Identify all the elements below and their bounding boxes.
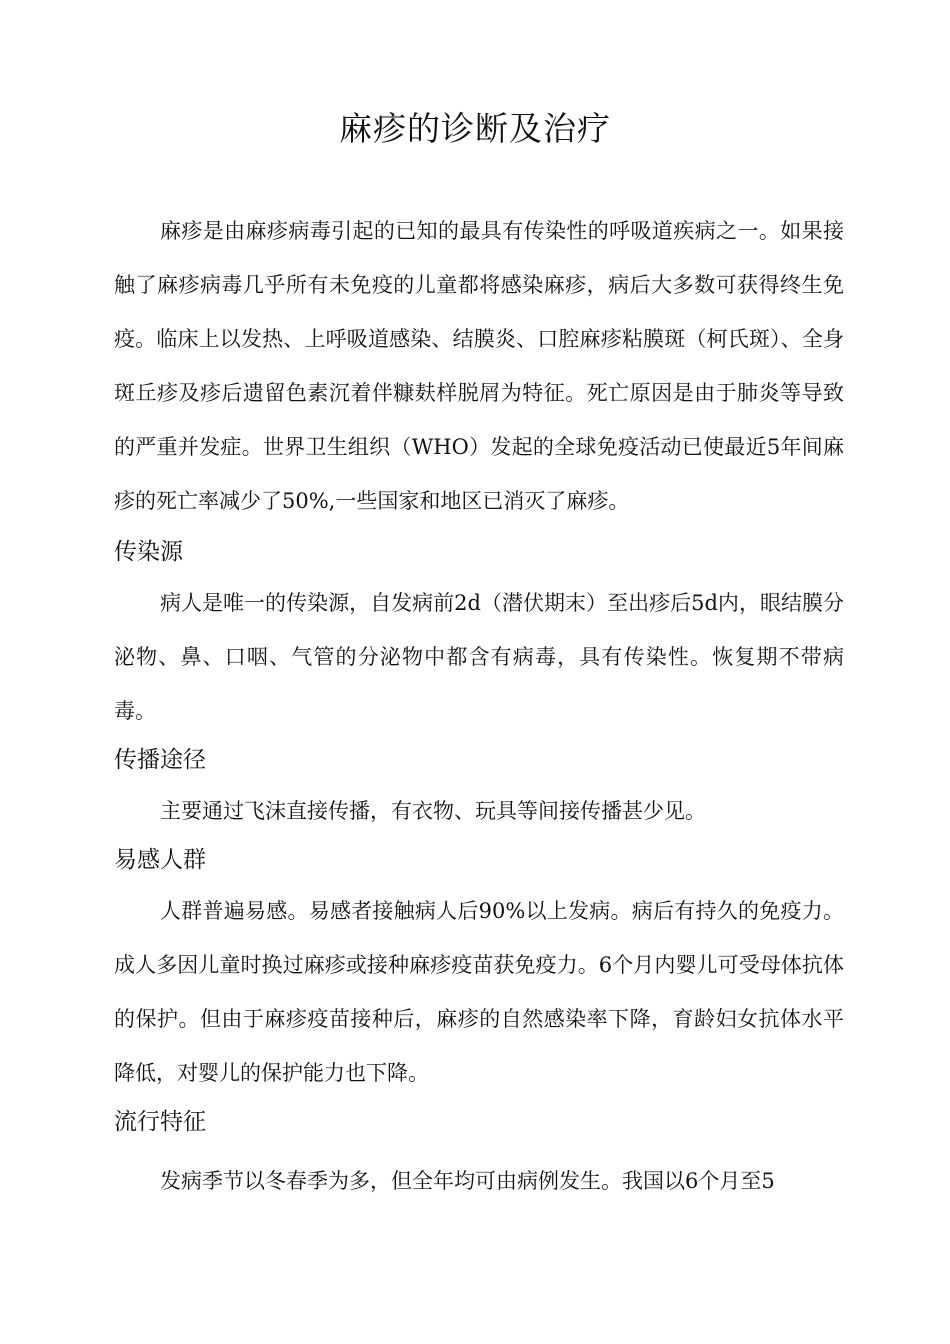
intro-paragraph: 麻疹是由麻疹病毒引起的已知的最具有传染性的呼吸道疾病之一。如果接触了麻疹病毒几乎所有未免疫的儿童都将感染麻疹，病后大多数可获得终生免疫。临床上以发热、上呼吸道感染、结膜炎、口腔麻疹粘膜斑（柯氏斑）、全身斑丘疹及疹后遗留色素沉着伴糠麸样脱屑为特征。死亡原因是由于肺炎等导致的严重并发症。世界卫生组织（WHO）发起的全球免疫活动已使最近5年间麻疹的死亡率减少了50%,一些国家和地区已消灭了麻疹。 [114,219,844,513]
section-heading-epidemic-features: 流行特征 [114,1109,206,1135]
section-heading-susceptible-population: 易感人群 [114,847,206,873]
section-paragraph-transmission-route: 主要通过飞沫直接传播，有衣物、玩具等间接传播甚少见。 [160,799,706,823]
section-paragraph-susceptible-population: 人群普遍易感。易感者接触病人后90%以上发病。病后有持久的免疫力。成人多因儿童时换过麻疹或接种麻疹疫苗获免疫力。6个月内婴儿可受母体抗体的保护。但由于麻疹疫苗接种后，麻疹的自然感染率下降，育龄妇女抗体水平降低，对婴儿的保护能力也下降。 [114,899,844,1085]
section-heading-transmission-route: 传播途径 [114,747,206,773]
section-paragraph-epidemic-features: 发病季节以冬春季为多，但全年均可由病例发生。我国以6个月至5 [160,1169,775,1193]
section-paragraph-infection-source: 病人是唯一的传染源，自发病前2d（潜伏期末）至出疹后5d内，眼结膜分泌物、鼻、口咽、气管的分泌物中都含有病毒，具有传染性。恢复期不带病毒。 [114,591,844,723]
section-heading-infection-source: 传染源 [114,539,183,565]
document-body [114,204,844,1208]
page-title: 麻疹的诊断及治疗 [339,109,611,148]
